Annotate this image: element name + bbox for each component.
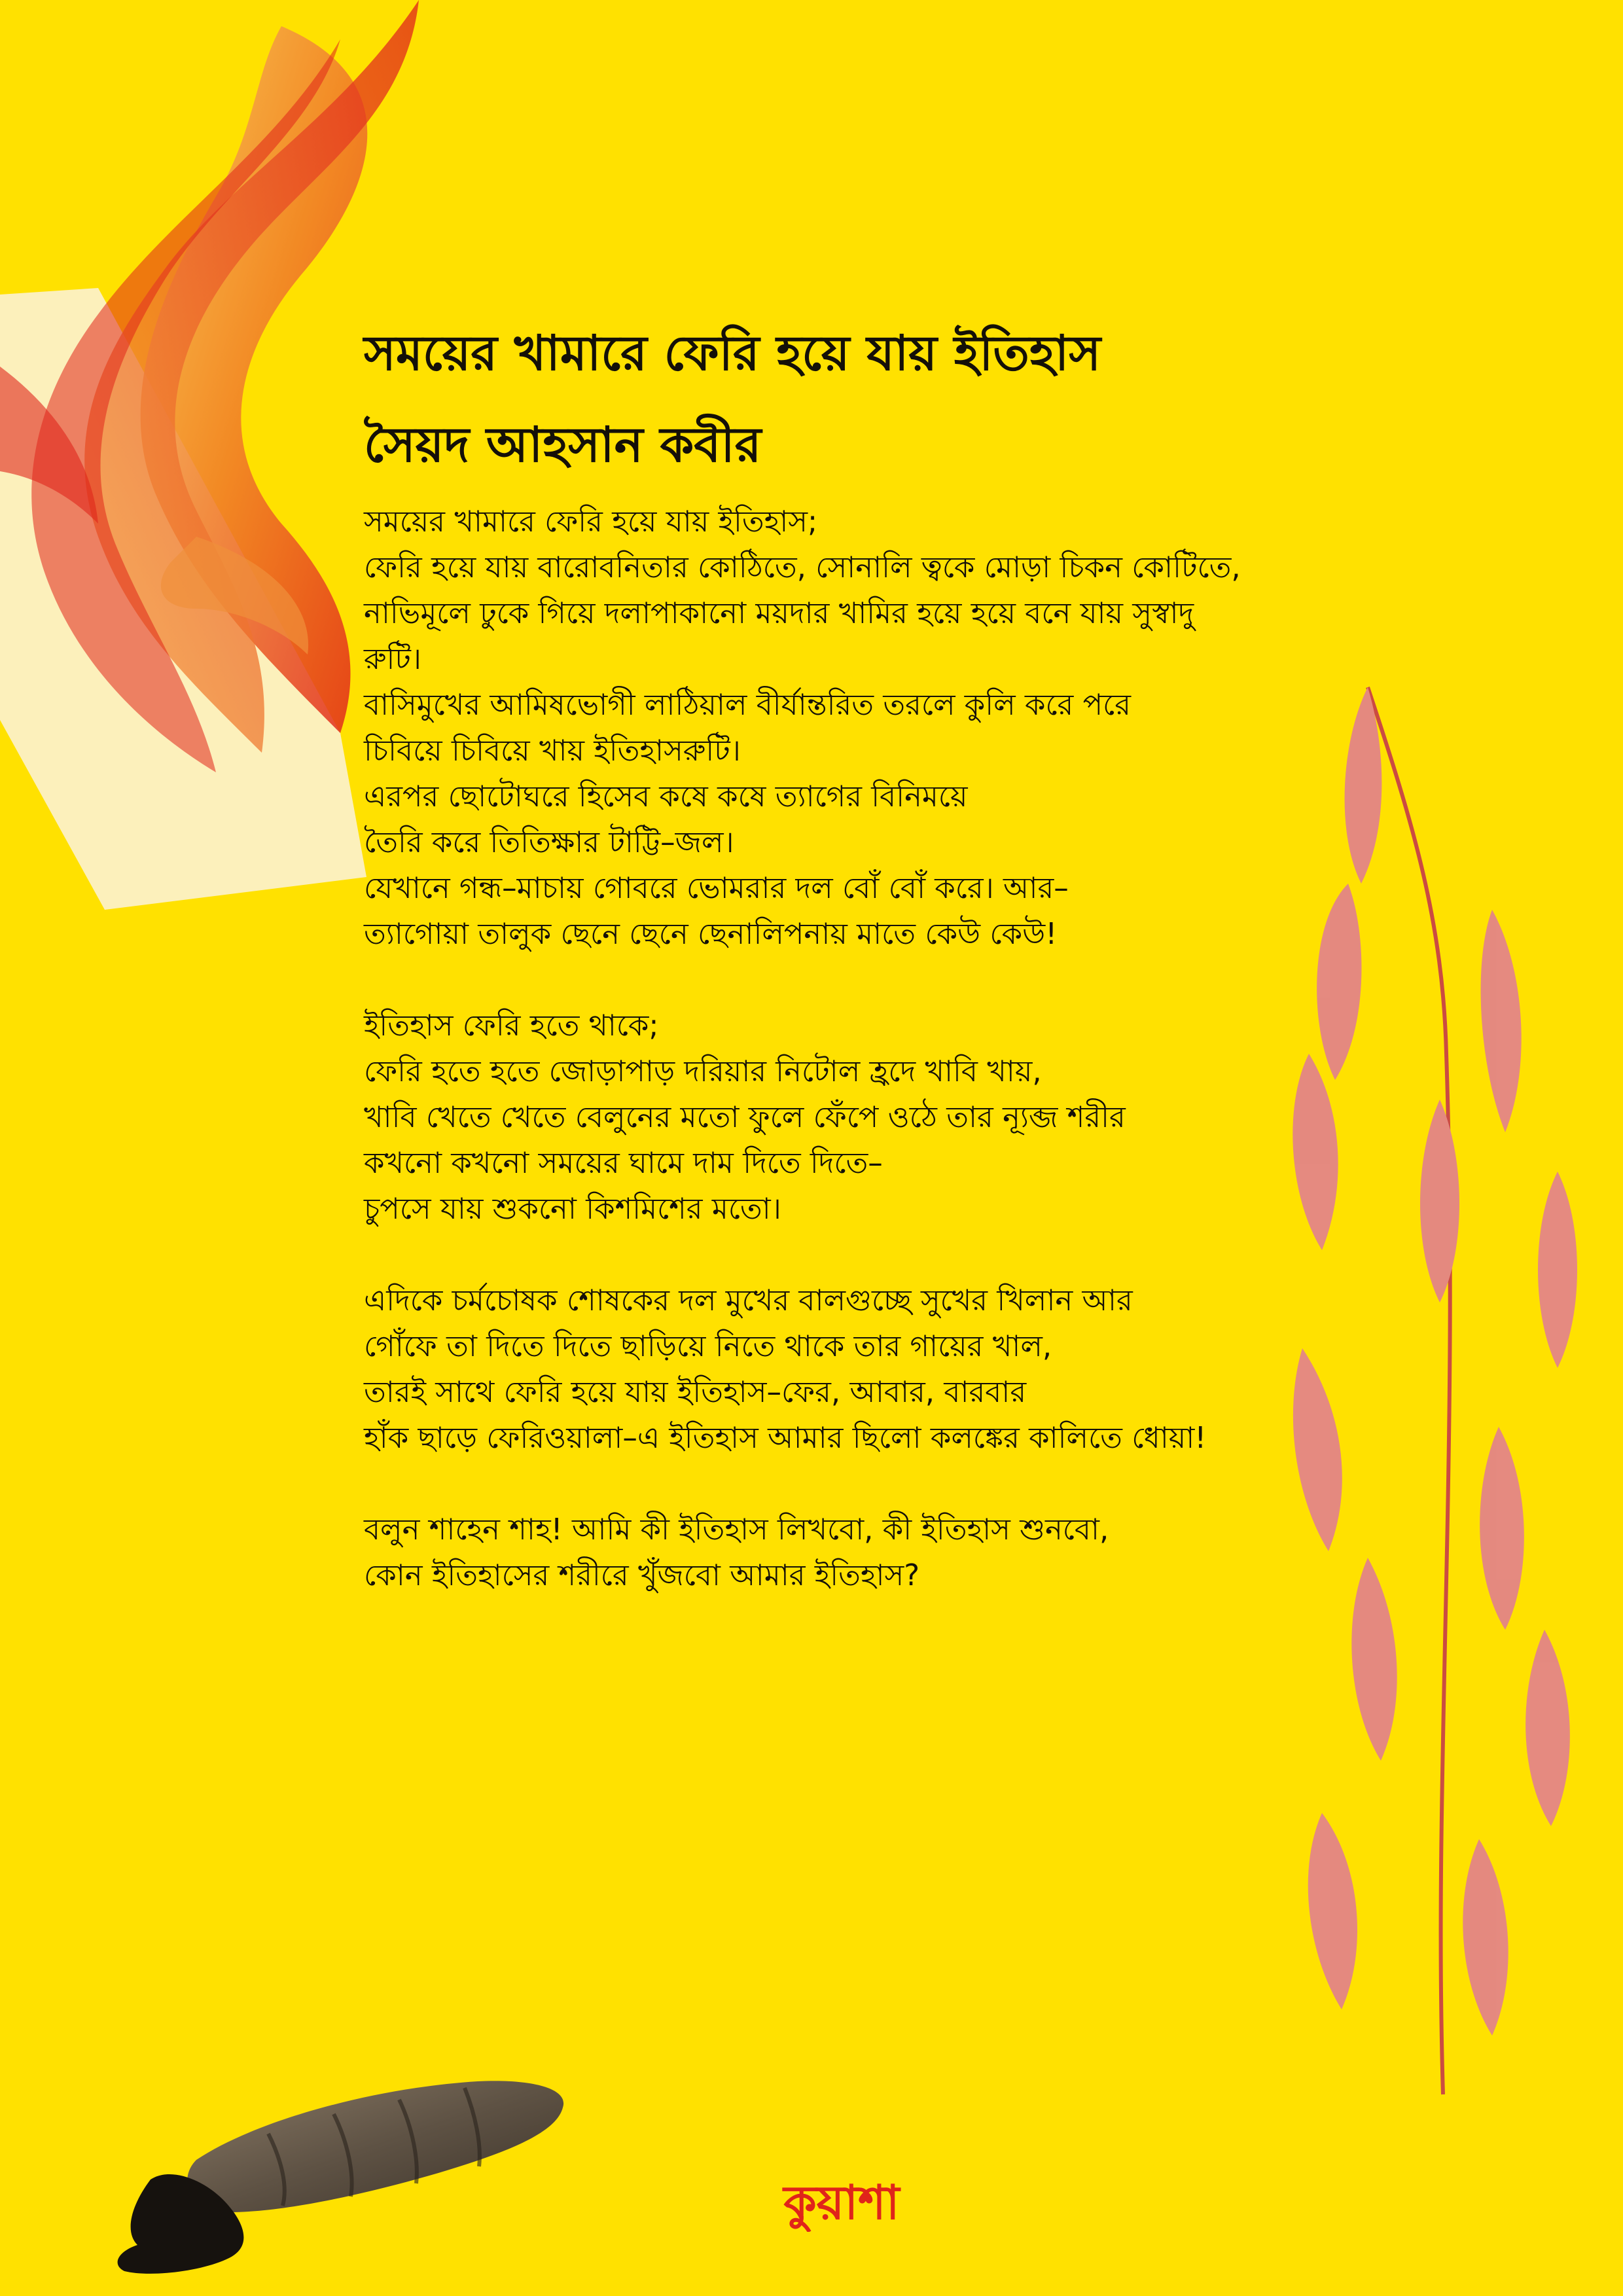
poem-line: যেখানে গন্ধ–মাচায় গোবরে ভোমরার দল বোঁ বোঁ করে। আর– bbox=[364, 870, 1069, 905]
poem-line: বলুন শাহেন শাহ! আমি কী ইতিহাস লিখবো, কী ইতিহাস শুনবো, bbox=[364, 1512, 1109, 1547]
poem-line: নাভিমূলে ঢুকে গিয়ে দলাপাকানো ময়দার খামির হয়ে হয়ে বনে যায় সুস্বাদু bbox=[364, 596, 1194, 630]
snail-photo bbox=[111, 2062, 582, 2284]
stanza-3 bbox=[364, 1278, 1280, 1461]
poem-line: ইতিহাস ফেরি হতে থাকে; bbox=[364, 1008, 659, 1043]
poem-line: এদিকে চর্মচোষক শোষকের দল মুখের বালগুচ্ছে সুখের খিলান আর bbox=[364, 1283, 1133, 1318]
logo-text: কুয়াশা bbox=[783, 2175, 900, 2230]
poem-line: তৈরি করে তিতিক্ষার টাট্টি–জল। bbox=[364, 825, 734, 859]
poem-line: খাবি খেতে খেতে বেলুনের মতো ফুলে ফেঁপে ওঠে তার ন্যূব্জ শরীর bbox=[364, 1100, 1126, 1134]
poem-line: রুটি। bbox=[364, 641, 422, 676]
poem-line: হাঁক ছাড়ে ফেরিওয়ালা–এ ইতিহাস আমার ছিলো কলঙ্কের কালিতে ধোয়া! bbox=[364, 1420, 1207, 1455]
poem-line: সময়ের খামারে ফেরি হয়ে যায় ইতিহাস; bbox=[364, 504, 818, 539]
poem-title: সময়ের খামারে ফেরি হয়ে যায় ইতিহাস bbox=[364, 325, 1101, 382]
poem-line: গোঁফে তা দিতে দিতে ছাড়িয়ে নিতে থাকে তার গায়ের খাল, bbox=[364, 1329, 1052, 1363]
leaf-branch-illustration bbox=[1283, 661, 1623, 2101]
kuasha-logo bbox=[743, 2173, 940, 2232]
poem-body bbox=[364, 499, 1280, 1598]
poem-line: এরপর ছোটোঘরে হিসেব কষে কষে ত্যাগের বিনিময়ে bbox=[364, 779, 968, 814]
poem-line: চুপসে যায় শুকনো কিশমিশের মতো। bbox=[364, 1191, 781, 1226]
poem-line: ফেরি হয়ে যায় বারোবনিতার কোঠিতে, সোনালি ত্বকে মোড়া চিকন কোটিতে, bbox=[364, 550, 1241, 584]
poem-line: তারই সাথে ফেরি হয়ে যায় ইতিহাস–ফের, আবার, বারবার bbox=[364, 1374, 1027, 1409]
poem-line: ফেরি হতে হতে জোড়াপাড় দরিয়ার নিটোল হ্রদে খাবি খায়, bbox=[364, 1054, 1042, 1088]
author-name: সৈয়দ আহসান কবীর bbox=[364, 417, 762, 473]
poem-line: বাসিমুখের আমিষভোগী লাঠিয়াল বীর্যান্তরিত তরলে কুলি করে পরে bbox=[364, 687, 1131, 722]
title-block bbox=[364, 308, 1101, 491]
poem-line: চিবিয়ে চিবিয়ে খায় ইতিহাসরুটি। bbox=[364, 733, 741, 768]
stanza-2 bbox=[364, 1003, 1280, 1232]
poem-line: কোন ইতিহাসের শরীরে খুঁজবো আমার ইতিহাস? bbox=[364, 1558, 920, 1592]
poem-line: কখনো কখনো সময়ের ঘামে দাম দিতে দিতে– bbox=[364, 1145, 883, 1180]
stanza-1 bbox=[364, 499, 1280, 957]
stanza-4 bbox=[364, 1507, 1280, 1598]
poem-line: ত্যাগোয়া তালুক ছেনে ছেনে ছেনালিপনায় মাতে কেউ কেউ! bbox=[364, 916, 1058, 951]
